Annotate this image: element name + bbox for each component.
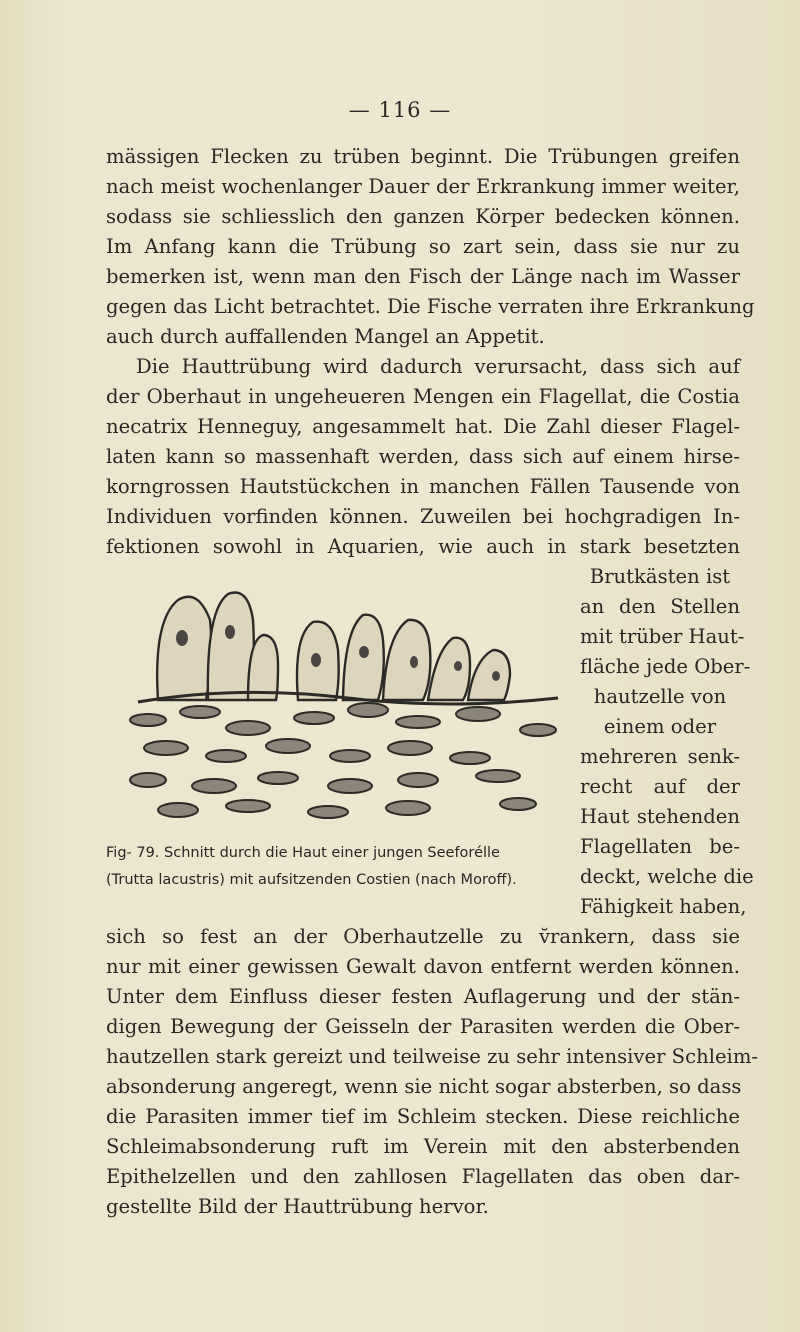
text-line: korngrossen Hautstückchen in manchen Fällen Tausende von (106, 475, 740, 498)
text-line: necatrix Henneguy, angesammelt hat. Die Zahl dieser Flagel- (106, 415, 740, 438)
text-line: Individuen vorfinden können. Zuweilen bei hochgradigen In- (106, 505, 740, 528)
side-text-line: an den Stellen (580, 595, 740, 618)
side-text-line: deckt, welche die (580, 865, 754, 888)
figure-caption-line: (Trutta lacustris) mit aufsitzenden Costien (nach Moroff). (106, 872, 517, 888)
text-line: Epithelzellen und den zahllosen Flagellaten das oben dar- (106, 1165, 740, 1188)
text-line: laten kann so massenhaft werden, dass sich auf einem hirse- (106, 445, 740, 468)
text-line: Die Hauttrübung wird dadurch verursacht, dass sich auf (136, 355, 740, 378)
text-line: sich so fest an der Oberhautzelle zu v̆rankern, dass sie (106, 925, 740, 948)
text-line: Schleimabsonderung ruft im Verein mit den absterbenden (106, 1135, 740, 1158)
page-number: — 116 — (348, 98, 452, 122)
text-line: Unter dem Einfluss dieser festen Auflagerung und der stän- (106, 985, 740, 1008)
text-line: nur mit einer gewissen Gewalt davon entfernt werden können. (106, 955, 740, 978)
side-text-line: mehreren senk- (580, 745, 740, 768)
text-line: der Oberhaut in ungeheueren Mengen ein Flagellat, die Costia (106, 385, 740, 408)
side-text-line: fläche jede Ober- (580, 655, 751, 678)
text-line: digen Bewegung der Geisseln der Parasiten werden die Ober- (106, 1015, 740, 1038)
text-line: sodass sie schliesslich den ganzen Körper bedecken können. (106, 205, 740, 228)
text-line: fektionen sowohl in Aquarien, wie auch in stark besetzten (106, 535, 740, 558)
figure-caption-line: Fig- 79. Schnitt durch die Haut einer jungen Seeforélle (106, 845, 500, 861)
side-text-line: einem oder (603, 715, 717, 738)
side-text-line: hautzelle von (593, 685, 727, 708)
text-line: nach meist wochenlanger Dauer der Erkrankung immer weiter, (106, 175, 740, 198)
side-text-line: recht auf der (580, 775, 740, 798)
side-text-line: mit trüber Haut- (580, 625, 745, 648)
skin-section-illustration (118, 580, 568, 820)
text-line: gestellte Bild der Hauttrübung hervor. (106, 1195, 489, 1218)
text-line: hautzellen stark gereizt und teilweise zu sehr intensiver Schleim- (106, 1045, 759, 1068)
text-line: die Parasiten immer tief im Schleim stecken. Diese reichliche (106, 1105, 740, 1128)
text-line: gegen das Licht betrachtet. Die Fische verraten ihre Erkrankung (106, 295, 755, 318)
text-line: absonderung angeregt, wenn sie nicht sogar absterben, so dass (106, 1075, 742, 1098)
side-text-line: Flagellaten be- (580, 835, 740, 858)
text-line: auch durch auffallenden Mangel an Appetit. (106, 325, 545, 348)
text-line: Im Anfang kann die Trübung so zart sein, dass sie nur zu (106, 235, 740, 258)
text-line: mässigen Flecken zu trüben beginnt. Die Trübungen greifen (106, 145, 740, 168)
side-text-line: Fähigkeit haben, (580, 895, 747, 918)
text-line: bemerken ist, wenn man den Fisch der Länge nach im Wasser (106, 265, 740, 288)
side-text-line: Haut stehenden (580, 805, 740, 828)
side-text-line: Brutkästen ist (589, 565, 731, 588)
